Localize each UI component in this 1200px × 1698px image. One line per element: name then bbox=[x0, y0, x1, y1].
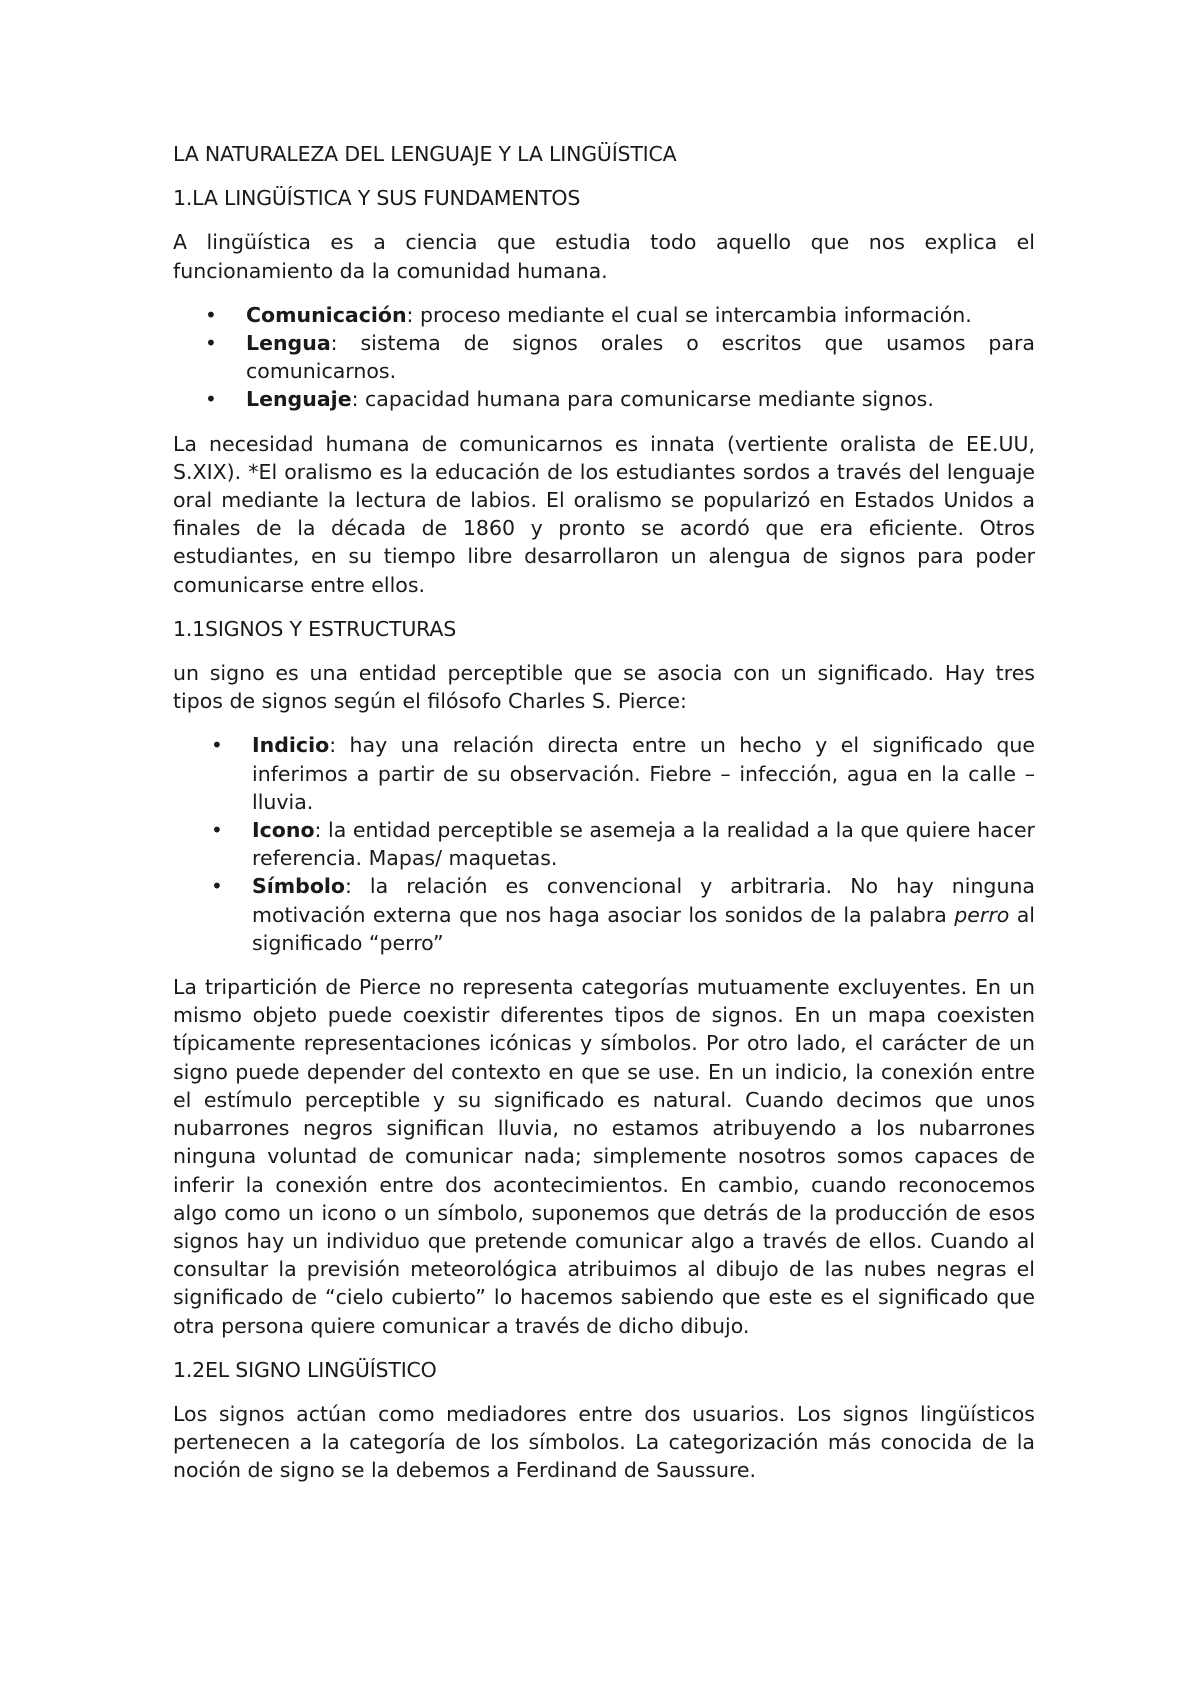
section-heading-1-2: 1.2EL SIGNO LINGÜÍSTICO bbox=[173, 1357, 437, 1382]
bullet-icon: • bbox=[205, 387, 217, 412]
document-page bbox=[173, 140, 1035, 1501]
sign-type-text: : la entidad perceptible se asemeja a la realidad a la que quiere hacer referencia. Mapas/ maquetas. bbox=[252, 818, 1035, 871]
definition-term: Lenguaje bbox=[246, 387, 352, 412]
italic-word: perro bbox=[954, 902, 1010, 927]
section-heading-1-1: 1.1SIGNOS Y ESTRUCTURAS bbox=[173, 616, 457, 641]
section-1-intro: A lingüística es a ciencia que estudia todo aquello que nos explica el funcionamiento da la comunidad humana. bbox=[173, 230, 1035, 283]
definition-text: : capacidad humana para comunicarse mediante signos. bbox=[351, 387, 934, 412]
definition-text: : sistema de signos orales o escritos que usamos para comunicarnos. bbox=[246, 331, 1035, 384]
bullet-icon: • bbox=[205, 331, 217, 356]
list-item bbox=[173, 329, 1035, 385]
document-title: LA NATURALEZA DEL LENGUAJE Y LA LINGÜÍSTICA bbox=[173, 142, 677, 166]
sign-type-term: Símbolo bbox=[252, 874, 346, 899]
definitions-list bbox=[173, 301, 1035, 414]
bullet-icon: • bbox=[205, 302, 217, 327]
list-item bbox=[173, 816, 1035, 872]
sign-type-text: : hay una relación directa entre un hecho y el significado que inferimos a partir de su observación. Fiebre – infección, agua en la calle – lluvia. bbox=[252, 733, 1035, 814]
section-heading-1: 1.LA LINGÜÍSTICA Y SUS FUNDAMENTOS bbox=[173, 186, 581, 211]
bullet-icon: • bbox=[211, 874, 223, 899]
section-1-paragraph: La necesidad humana de comunicarnos es innata (vertiente oralista de EE.UU, S.XIX). *El oralismo es la educación de los estudiantes sordos a través del lenguaje oral mediante la lectura de labios. El oralismo se popularizó en Estados Unidos a finales de la década de 1860 y pronto se acordó que era eficiente. Otros estudiantes, en su tiempo libre desarrollaron un alengua de signos para poder comunicarse entre ellos. bbox=[173, 431, 1035, 597]
list-item bbox=[173, 872, 1035, 957]
list-item bbox=[173, 301, 1035, 329]
bullet-icon: • bbox=[211, 733, 223, 758]
definition-text: : proceso mediante el cual se intercambia información. bbox=[406, 302, 972, 327]
section-1-2-paragraph: Los signos actúan como mediadores entre dos usuarios. Los signos lingüísticos pertenecen a la categoría de los símbolos. La categorización más conocida de la noción de signo se la debemos a Ferdinand de Saussure. bbox=[173, 1401, 1035, 1483]
section-1-1-intro: un signo es una entidad perceptible que se asocia con un significado. Hay tres tipos de signos según el filósofo Charles S. Pierce: bbox=[173, 661, 1035, 714]
section-1-1-paragraph: La tripartición de Pierce no representa categorías mutuamente excluyentes. En un mismo objeto puede coexistir diferentes tipos de signos. En un mapa coexisten típicamente representaciones icónicas y símbolos. Por otro lado, el carácter de un signo puede depender del contexto en que se use. En un indicio, la conexión entre el estímulo perceptible y su significado es natural. Cuando decimos que unos nubarrones negros significan lluvia, no estamos atribuyendo a los nubarrones ninguna voluntad de comunicar nada; simplemente nosotros somos capaces de inferir la conexión entre dos acontecimientos. En cambio, cuando reconocemos algo como un icono o un símbolo, suponemos que detrás de la producción de esos signos hay un individuo que pretende comunicar algo a través de ellos. Cuando al consultar la previsión meteorológica atribuimos al dibujo de las nubes negras el significado de “cielo cubierto” lo hacemos sabiendo que este es el significado que otra persona quiere comunicar a través de dicho dibujo. bbox=[173, 975, 1035, 1338]
list-item bbox=[173, 385, 1035, 413]
definition-term: Comunicación bbox=[246, 302, 407, 327]
sign-type-text-end: al significado “perro” bbox=[252, 902, 1035, 955]
sign-type-term: Icono bbox=[252, 818, 315, 843]
sign-type-text: : la relación es convencional y arbitraria. No hay ninguna motivación externa que nos haga asociar los sonidos de la palabra bbox=[252, 874, 1035, 927]
sign-types-list bbox=[173, 731, 1035, 957]
list-item bbox=[173, 731, 1035, 816]
bullet-icon: • bbox=[211, 818, 223, 843]
sign-type-term: Indicio bbox=[252, 733, 330, 758]
definition-term: Lengua bbox=[246, 331, 331, 356]
